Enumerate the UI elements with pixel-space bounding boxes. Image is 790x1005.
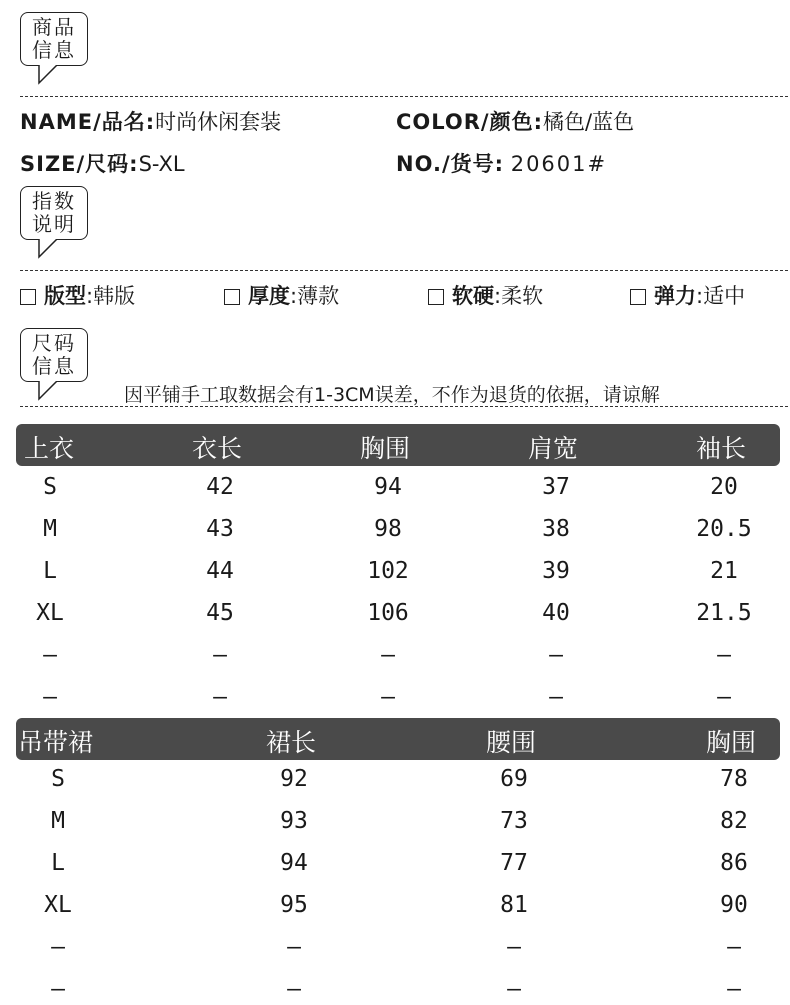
- table-cell: 37: [542, 474, 570, 500]
- table-cell: –: [287, 934, 301, 960]
- table-cell: –: [549, 642, 563, 668]
- measurement-note: 因平铺手工取数据会有1-3CM误差，不作为退货的依据，请谅解: [124, 384, 660, 406]
- table-cell: 77: [500, 850, 528, 876]
- table-cell: 69: [500, 766, 528, 792]
- table-cell: 20: [710, 474, 738, 500]
- checkbox-icon: [224, 289, 240, 305]
- section-label-line: 尺码: [32, 331, 76, 355]
- product-size: SIZE/尺码:S-XL: [20, 152, 185, 176]
- table-cell: 94: [374, 474, 402, 500]
- header-cell: 袖长: [696, 434, 747, 463]
- table-cell: L: [51, 850, 65, 876]
- table-cell: 38: [542, 516, 570, 542]
- table-cell: –: [717, 684, 731, 710]
- table-cell: 82: [720, 808, 748, 834]
- index-item-softness: 软硬:柔软: [428, 280, 543, 310]
- table-cell: S: [51, 766, 65, 792]
- table-cell: 20.5: [696, 516, 752, 542]
- table-cell: –: [213, 684, 227, 710]
- table-cell: 21.5: [696, 600, 752, 626]
- table-cell: M: [43, 516, 57, 542]
- section-label-line: 信息: [32, 38, 76, 62]
- product-number: NO./货号: 20601#: [396, 152, 608, 176]
- table-cell: 86: [720, 850, 748, 876]
- table-cell: 45: [206, 600, 234, 626]
- table-cell: –: [51, 976, 65, 1002]
- table-cell: –: [43, 684, 57, 710]
- checkbox-icon: [428, 289, 444, 305]
- table-cell: –: [51, 934, 65, 960]
- section-label-index-info: [20, 186, 88, 240]
- table-cell: –: [549, 684, 563, 710]
- table-cell: –: [381, 642, 395, 668]
- table-cell: –: [507, 934, 521, 960]
- header-cell: 肩宽: [528, 434, 579, 463]
- table-cell: 42: [206, 474, 234, 500]
- header-cell: 衣长: [192, 434, 243, 463]
- table-cell: S: [43, 474, 57, 500]
- table-cell: 90: [720, 892, 748, 918]
- table-cell: –: [287, 976, 301, 1002]
- section-label-line: 商品: [32, 15, 76, 39]
- header-cell: 胸围: [360, 434, 411, 463]
- table-cell: –: [43, 642, 57, 668]
- checkbox-icon: [630, 289, 646, 305]
- table-cell: –: [727, 976, 741, 1002]
- table-cell: 44: [206, 558, 234, 584]
- table-cell: 43: [206, 516, 234, 542]
- table-cell: –: [381, 684, 395, 710]
- divider: [20, 96, 788, 97]
- divider: [20, 406, 788, 407]
- table-cell: –: [213, 642, 227, 668]
- table-cell: 39: [542, 558, 570, 584]
- table-cell: XL: [36, 600, 64, 626]
- header-cell: 吊带裙: [18, 728, 94, 757]
- table-cell: 92: [280, 766, 308, 792]
- header-cell: 胸围: [706, 728, 757, 757]
- section-label-size-info: [20, 328, 88, 382]
- bubble-tail-icon: [35, 65, 65, 85]
- section-label-line: 指数: [32, 189, 76, 213]
- table-cell: 102: [367, 558, 409, 584]
- header-cell: 上衣: [24, 434, 75, 463]
- table-cell: 94: [280, 850, 308, 876]
- table-cell: 95: [280, 892, 308, 918]
- table-cell: 106: [367, 600, 409, 626]
- header-cell: 腰围: [486, 728, 537, 757]
- header-cell: 裙长: [266, 728, 317, 757]
- checkbox-icon: [20, 289, 36, 305]
- table-cell: –: [727, 934, 741, 960]
- table-cell: XL: [44, 892, 72, 918]
- index-item-fit: 版型:韩版: [20, 280, 135, 310]
- section-label-line: 信息: [32, 354, 76, 378]
- section-label-product-info: [20, 12, 88, 66]
- table-cell: 81: [500, 892, 528, 918]
- table-cell: 78: [720, 766, 748, 792]
- bubble-tail-icon: [35, 239, 65, 259]
- table-cell: 21: [710, 558, 738, 584]
- section-label-line: 说明: [32, 212, 76, 236]
- table-cell: –: [507, 976, 521, 1002]
- table-cell: –: [717, 642, 731, 668]
- table-cell: L: [43, 558, 57, 584]
- table-cell: 73: [500, 808, 528, 834]
- dress-table-header: [16, 718, 780, 760]
- table-cell: 98: [374, 516, 402, 542]
- table-cell: 40: [542, 600, 570, 626]
- index-item-thickness: 厚度:薄款: [224, 280, 339, 310]
- product-color: COLOR/颜色:橘色/蓝色: [396, 110, 635, 134]
- index-item-elasticity: 弹力:适中: [630, 280, 745, 310]
- divider: [20, 270, 788, 271]
- table-cell: M: [51, 808, 65, 834]
- table-cell: 93: [280, 808, 308, 834]
- bubble-tail-icon: [35, 381, 65, 401]
- top-table-header: [16, 424, 780, 466]
- product-name: NAME/品名:时尚休闲套装: [20, 110, 282, 134]
